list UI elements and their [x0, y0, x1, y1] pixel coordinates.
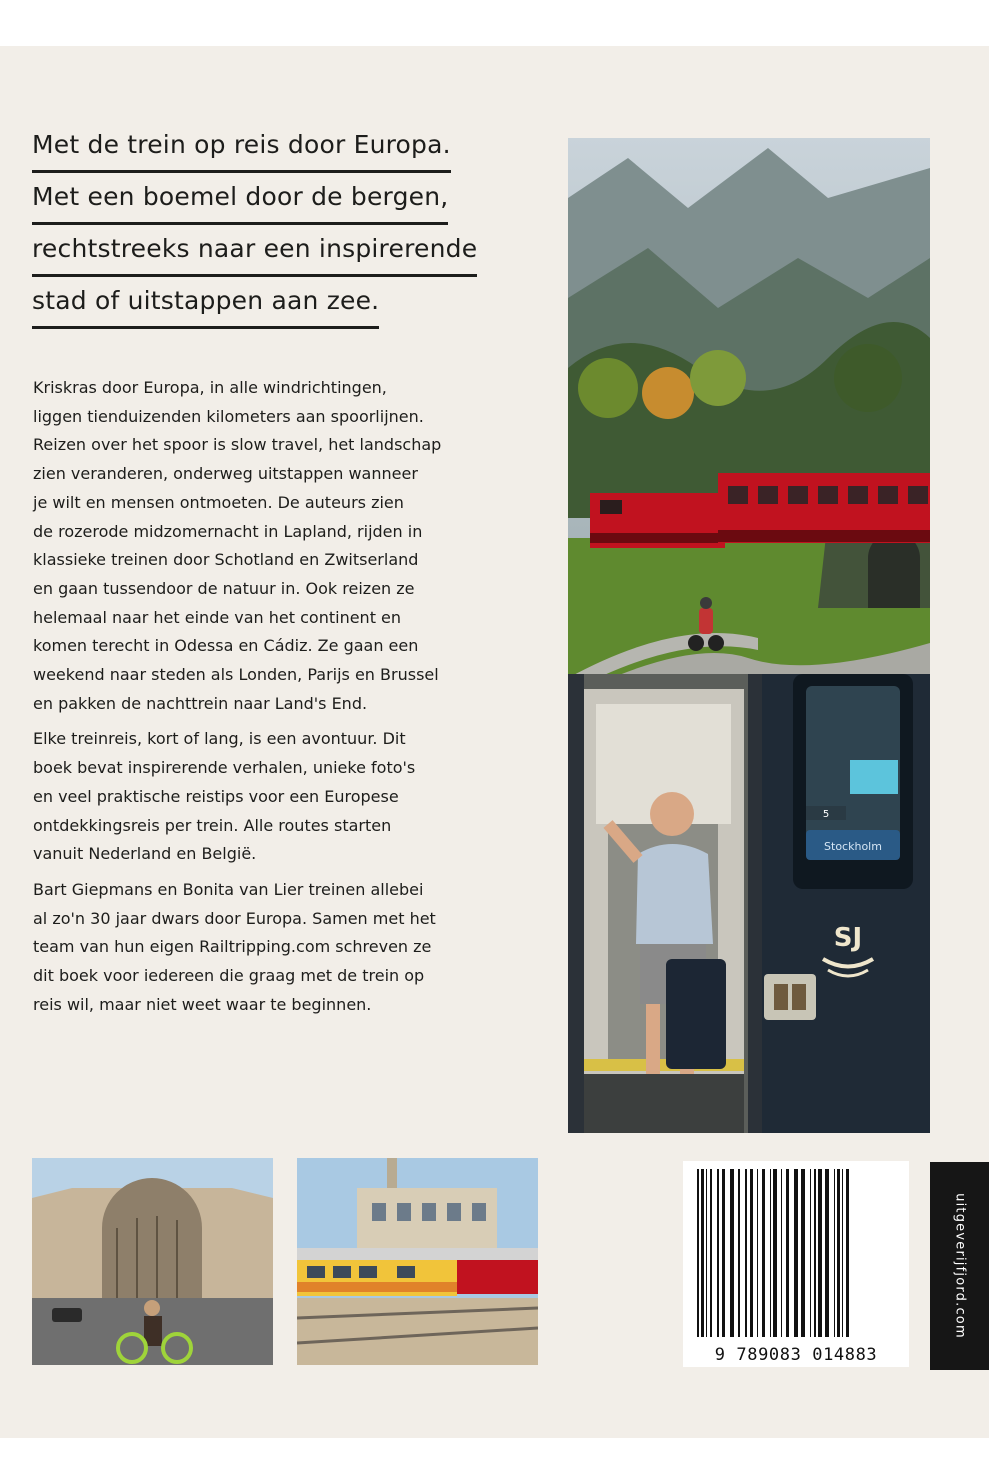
barcode-bar	[810, 1169, 811, 1337]
barcode-bar	[825, 1169, 829, 1337]
barcode-bar	[781, 1169, 782, 1337]
barcode-bar	[710, 1169, 712, 1337]
photo-train-door	[568, 674, 930, 1133]
headline-line: Met een boemel door de bergen,	[32, 182, 448, 225]
barcode-bar	[773, 1169, 777, 1337]
book-back-cover	[0, 46, 989, 1438]
headline-line: stad of uitstappen aan zee.	[32, 286, 379, 329]
barcode-bar	[730, 1169, 734, 1337]
barcode-bar	[842, 1169, 843, 1337]
blurb	[33, 374, 533, 1026]
barcode-bar	[750, 1169, 753, 1337]
barcode-bar	[697, 1169, 699, 1337]
barcode-bar	[706, 1169, 707, 1337]
sj-logo: SJ	[833, 923, 863, 953]
barcode-bars	[683, 1161, 909, 1341]
barcode-bar	[770, 1169, 771, 1337]
barcode-bar	[814, 1169, 816, 1337]
photo-yellow-train	[297, 1158, 538, 1365]
photo-mountain-train	[568, 138, 930, 703]
barcode-bar	[846, 1169, 849, 1337]
publisher-tab	[930, 1162, 989, 1370]
barcode-bar	[762, 1169, 765, 1337]
photo-paris-station	[32, 1158, 273, 1365]
barcode-bar	[834, 1169, 835, 1337]
barcode-bar	[717, 1169, 719, 1337]
headline	[32, 130, 477, 338]
barcode-bar	[794, 1169, 798, 1337]
door-destination-sign: Stockholm	[824, 840, 882, 853]
barcode-bar	[738, 1169, 740, 1337]
barcode-bar	[818, 1169, 822, 1337]
barcode-bar	[786, 1169, 789, 1337]
barcode-bar	[701, 1169, 704, 1337]
barcode-bar	[837, 1169, 840, 1337]
barcode-bar	[745, 1169, 747, 1337]
headline-line: rechtstreeks naar een inspirerende	[32, 234, 477, 277]
blurb-paragraph: Kriskras door Europa, in alle windrichtingen, liggen tienduizenden kilometers aan spoorlijnen. Reizen over het spoor is slow travel, het landschap zien veranderen, onderweg uitstappen wanneer je wilt en mensen ontmoeten. De auteurs zien de rozerode midzomernacht in Lapland, rijden in klassieke treinen door Schotland en Zwitserland en gaan tussendoor de natuur in. Ook reizen ze helemaal naar het einde van het continent en komen terecht in Odessa en Cádiz. Ze gaan een weekend naar steden als Londen, Parijs en Brussel en pakken de nachttrein naar Land's End.	[33, 378, 442, 713]
door-number-label: 5	[822, 809, 830, 820]
blurb-paragraph: Bart Giepmans en Bonita van Lier treinen allebei al zo'n 30 jaar dwars door Europa. Samen met het team van hun eigen Railtripping.com schreven ze dit boek voor iedereen die graag met de trein op reis wil, maar niet weet waar te beginnen.	[33, 879, 436, 1014]
barcode-bar	[757, 1169, 758, 1337]
blurb-paragraph: Elke treinreis, kort of lang, is een avontuur. Dit boek bevat inspirerende verhalen, unieke foto's en veel praktische reistips voor een Europese ontdekkingsreis per trein. Alle routes starten vanuit Nederland en België.	[33, 729, 416, 864]
publisher-url: uitgeverijfjord.com	[952, 1193, 967, 1339]
barcode-bar	[801, 1169, 805, 1337]
isbn-number: 9 789083 014883	[714, 1345, 878, 1365]
barcode	[683, 1161, 909, 1367]
headline-line: Met de trein op reis door Europa.	[32, 130, 451, 173]
barcode-bar	[722, 1169, 725, 1337]
